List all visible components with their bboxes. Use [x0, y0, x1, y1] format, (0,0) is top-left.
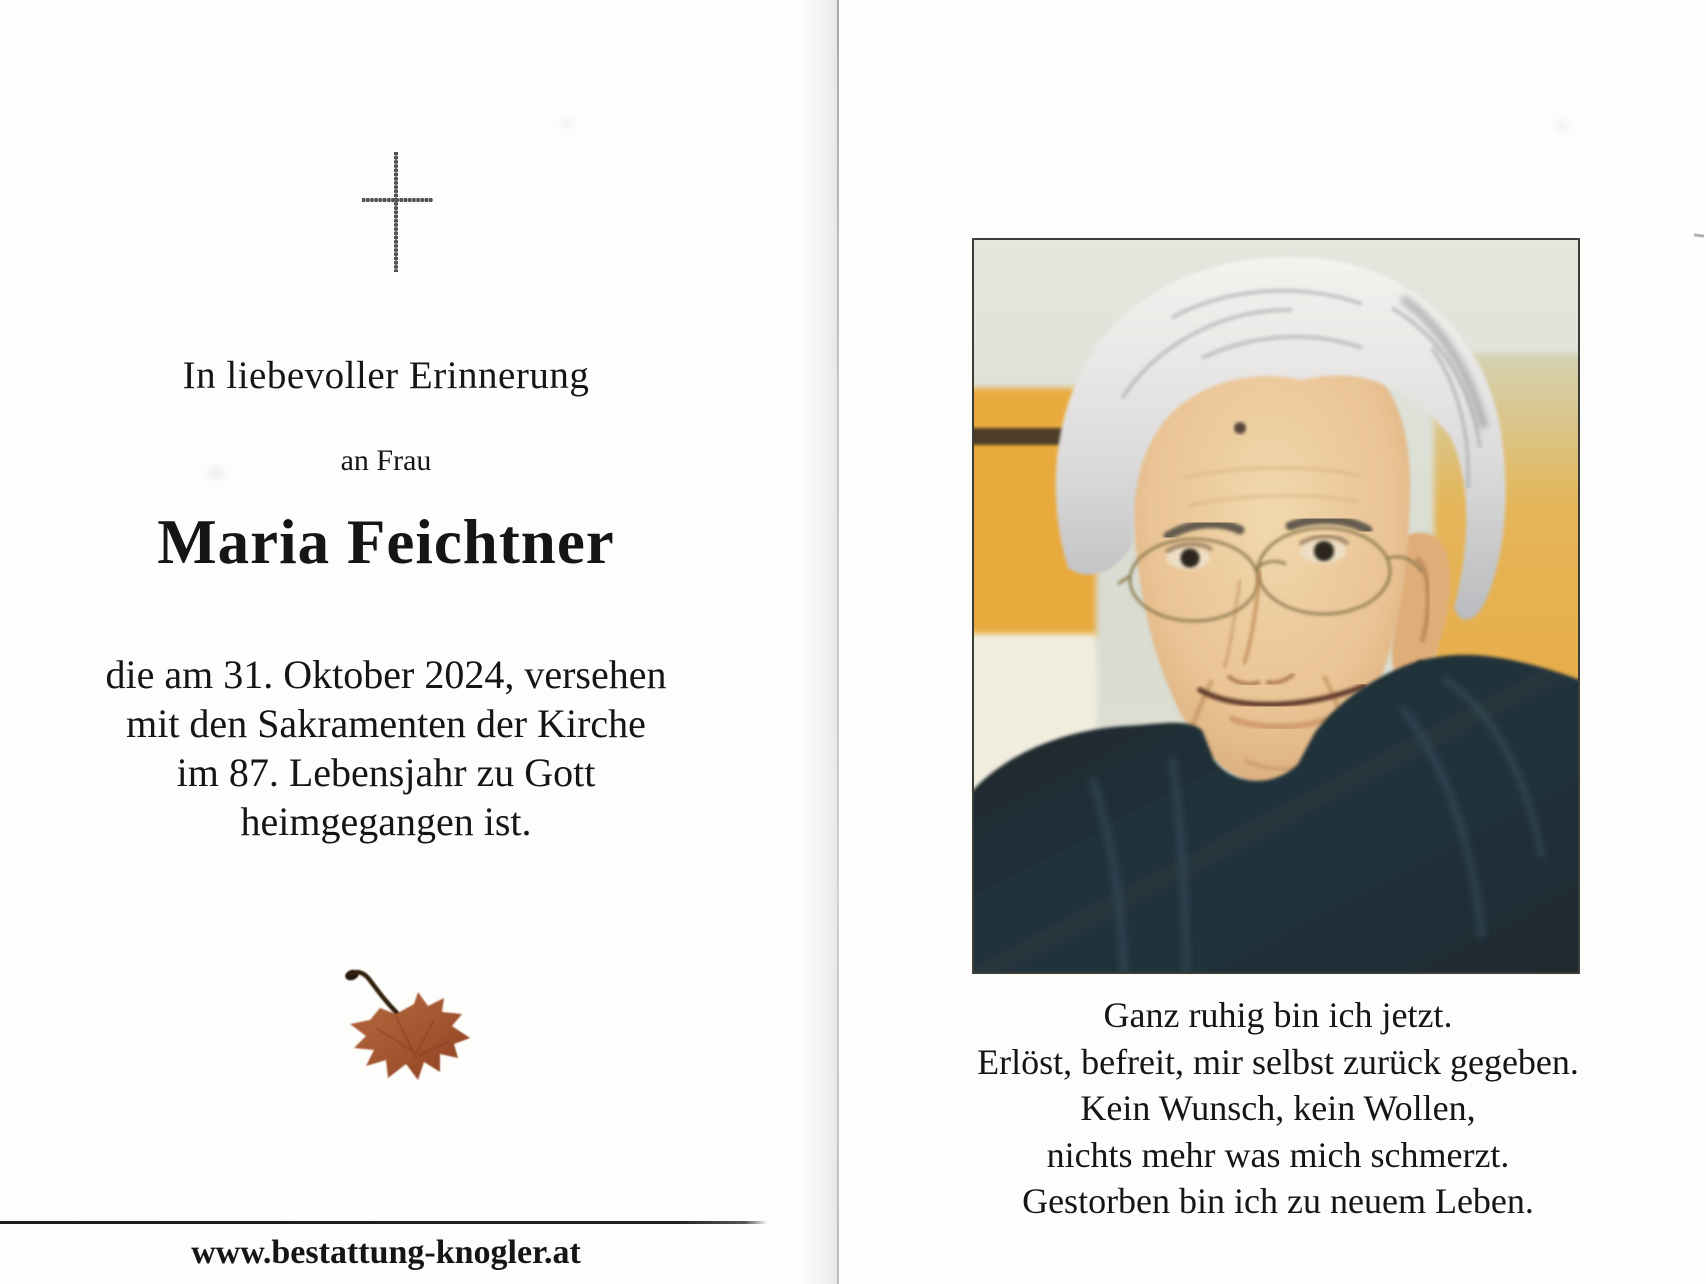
cross-icon: [340, 145, 460, 285]
poem-line: Erlöst, befreit, mir selbst zurück gegeben.: [977, 1041, 1579, 1082]
poem-line: Kein Wunsch, kein Wollen,: [1080, 1088, 1476, 1128]
portrait-photo: [972, 238, 1580, 974]
page-fold-shadow: [800, 0, 837, 1284]
obituary-line: heimgegangen ist.: [240, 799, 532, 844]
obituary-line: die am 31. Oktober 2024, versehen: [105, 652, 667, 697]
scan-smudge: [560, 118, 574, 127]
funeral-home-url: www.bestattung-knogler.at: [191, 1234, 581, 1271]
poem-text: [856, 992, 1700, 1225]
maple-leaf-image: [336, 962, 472, 1090]
poem-line: Gestorben bin ich zu neuem Leben.: [1022, 1181, 1534, 1221]
salutation: an Frau: [340, 444, 432, 477]
deceased-name: Maria Feichtner: [157, 507, 615, 577]
footer-rule: [0, 1221, 768, 1224]
memorial-line: In liebevoller Erinnerung: [182, 354, 590, 397]
obituary-text: [0, 650, 772, 846]
obituary-line: mit den Sakramenten der Kirche: [126, 701, 646, 746]
poem-line: Ganz ruhig bin ich jetzt.: [1103, 995, 1453, 1035]
scan-smudge: [208, 468, 224, 478]
scan-artifact-dash: [1694, 233, 1704, 237]
obituary-line: im 87. Lebensjahr zu Gott: [176, 750, 596, 795]
poem-line: nichts mehr was mich schmerzt.: [1046, 1134, 1510, 1175]
page-divider-line: [837, 0, 839, 1284]
scan-smudge: [1556, 120, 1568, 132]
